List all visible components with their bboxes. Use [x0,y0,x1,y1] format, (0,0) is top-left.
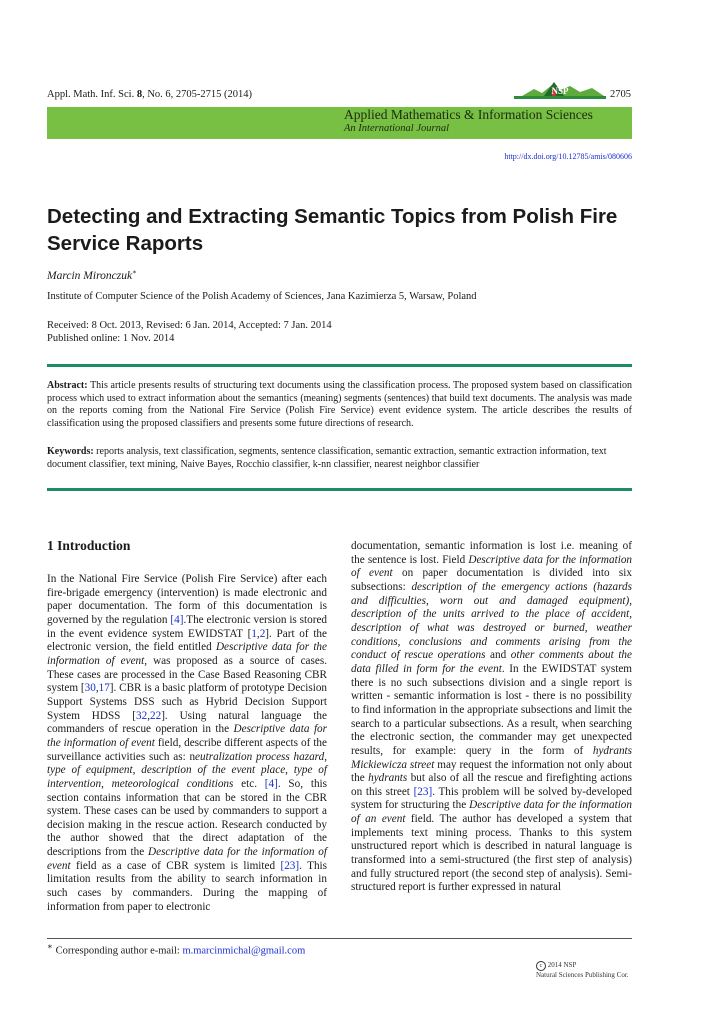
volume-number: 8 [136,89,143,100]
section-heading: 1 Introduction [47,538,131,553]
footnote-rule [47,938,632,939]
citation-link[interactable]: 17 [98,682,110,695]
nsp-logo [514,80,606,102]
author-line [47,268,137,282]
citation-link[interactable]: 30 [84,682,96,695]
journal-name: Applied Mathematics & Information Sciences [344,107,593,122]
copyright-line1: 2014 NSP [546,961,577,969]
author-mark: ∗ [132,268,137,276]
citation-link[interactable]: 2 [259,627,266,640]
rule-bottom [47,488,632,491]
journal-abbrev: Appl. Math. Inf. Sci. [47,89,135,100]
footnote [47,941,305,957]
abstract [47,380,632,430]
logo-text: NSP [551,86,569,96]
keywords-label: Keywords: [47,446,94,457]
email-link[interactable]: m.marcinmichal@gmail.com [182,945,306,957]
right-column-text: documentation, semantic information is lost i.e. meaning of the sentence is lost. Field Descriptive data for the information of event on paper documentation is divided into six subsections: description of the emergency actions (hazards and difficulties, worn out and damaged equipment), description of the units arrived to the place of accident, description of what was destroyed or burned, weather conditions, conclusions and comments arising from the conduct of rescue operations and other comments about the data filled in form for the event. In the EWIDSTAT system there is no such subsections division and a single report is written - semantic information is lost - there is no possibility to find information in the appropriate subsections and limit the search to a particular subsections. As a result, when searching the electronic section, the commander may get unexpected results, for example: query in the form of hydrants Mickiewicza street may request the information not only about the hydrants but also of all the rescue and firefighting actions on this street [23]. This problem will be solved by-developed system for structuring the Descriptive data for the information of an event field. The author has developed a system that implements text mining process. Thanks to this system unstructured report which is described in natural language is transformed into a semi-structured (the first step of analysis) and fully structured report (the second step of analysis). Semi-structured report is further expressed in natural [351,540,633,894]
footnote-label: Corresponding author e-mail: [52,945,183,957]
rule-top [47,364,632,367]
citation-link[interactable]: 22 [150,709,162,722]
paper-title: Detecting and Extracting Semantic Topics from Polish Fire Service Raports [47,205,618,255]
keywords [47,446,632,471]
running-head [47,89,252,100]
keywords-text: reports analysis, text classification, segments, sentence classification, semantic extraction, semantic extraction information, text document classifier, text mining, Naive Bayes, Rocchio classifier, k-nn classifier, nearest neighbor classifier [47,446,607,470]
left-column-text: In the National Fire Service (Polish Fire Service) after each fire-brigade emergency (intervention) is made electronic and paper documentation. The form of this documentation is governed by the regulation [4].The electronic version is stored in the event evidence system EWIDSTAT [1,2]. Part of the electronic version, the field entitled Descriptive data for the information of event, was proposed as a source of cases. These cases are processed in the Case Based Reasoning CBR system [30,17]. CBR is a basic platform of prototype Decision Support Systems DSS such as Hybrid Decision Support System HDSS [32,22]. Using natural language the commanders of rescue operation in the Descriptive data for the information of event field, describe different aspects of the surveillance activities such as: neutralization process hazard, type of equipment, description of the event place, type of intervention, meteorological conditions etc. [4]. So, this section contains information that can be stored in the CBR system. These cases can be used by commanders to support a decision making in the rescue action. Research conducted by the author showed that the direct adaptation of the descriptions from the Descriptive data for the information of event field as a case of CBR system is limited [23]. This limitation results from the ability to search information in such cases by commanders. During the mapping of information from paper to electronic [47,573,328,913]
abstract-label: Abstract: [47,380,88,391]
citation-link[interactable]: 1 [251,627,257,640]
page-number: 2705 [610,89,631,100]
author-name: Marcin Mironczuk [47,269,133,282]
dates-block [47,319,332,345]
copyright-icon: c [536,961,546,971]
affiliation: Institute of Computer Science of the Polish Academy of Sciences, Jana Kazimierza 5, Warsaw, Poland [47,291,477,302]
received-dates: Received: 8 Oct. 2013, Revised: 6 Jan. 2014, Accepted: 7 Jan. 2014 [47,320,332,331]
abstract-text: This article presents results of structuring text documents using the classification process. The proposed system based on classification process which used to extract information about the semantics (meaning) segments (sentences) that build text documents. The analysis was made on the reports coming from the National Fire Service (Polish Fire Service) event evidence system. The article describes the results of classification using the proposed classifiers and presents some future directions of research. [47,380,632,429]
journal-subtitle: An International Journal [344,123,449,134]
citation-link[interactable]: [4] [264,777,278,790]
copyright-line2: Natural Sciences Publishing Cor. [536,971,629,979]
issue-pages: , No. 6, 2705-2715 (2014) [142,89,253,100]
doi-link[interactable]: http://dx.doi.org/10.12785/amis/080606 [504,152,632,161]
citation-link[interactable]: [23] [413,785,433,798]
published-date: Published online: 1 Nov. 2014 [47,333,175,344]
citation-link[interactable]: [4] [170,613,184,626]
citation-link[interactable]: [23] [280,859,300,872]
copyright [536,961,629,980]
footnote-mark: ∗ [47,941,53,951]
citation-link[interactable]: 32 [136,709,148,722]
